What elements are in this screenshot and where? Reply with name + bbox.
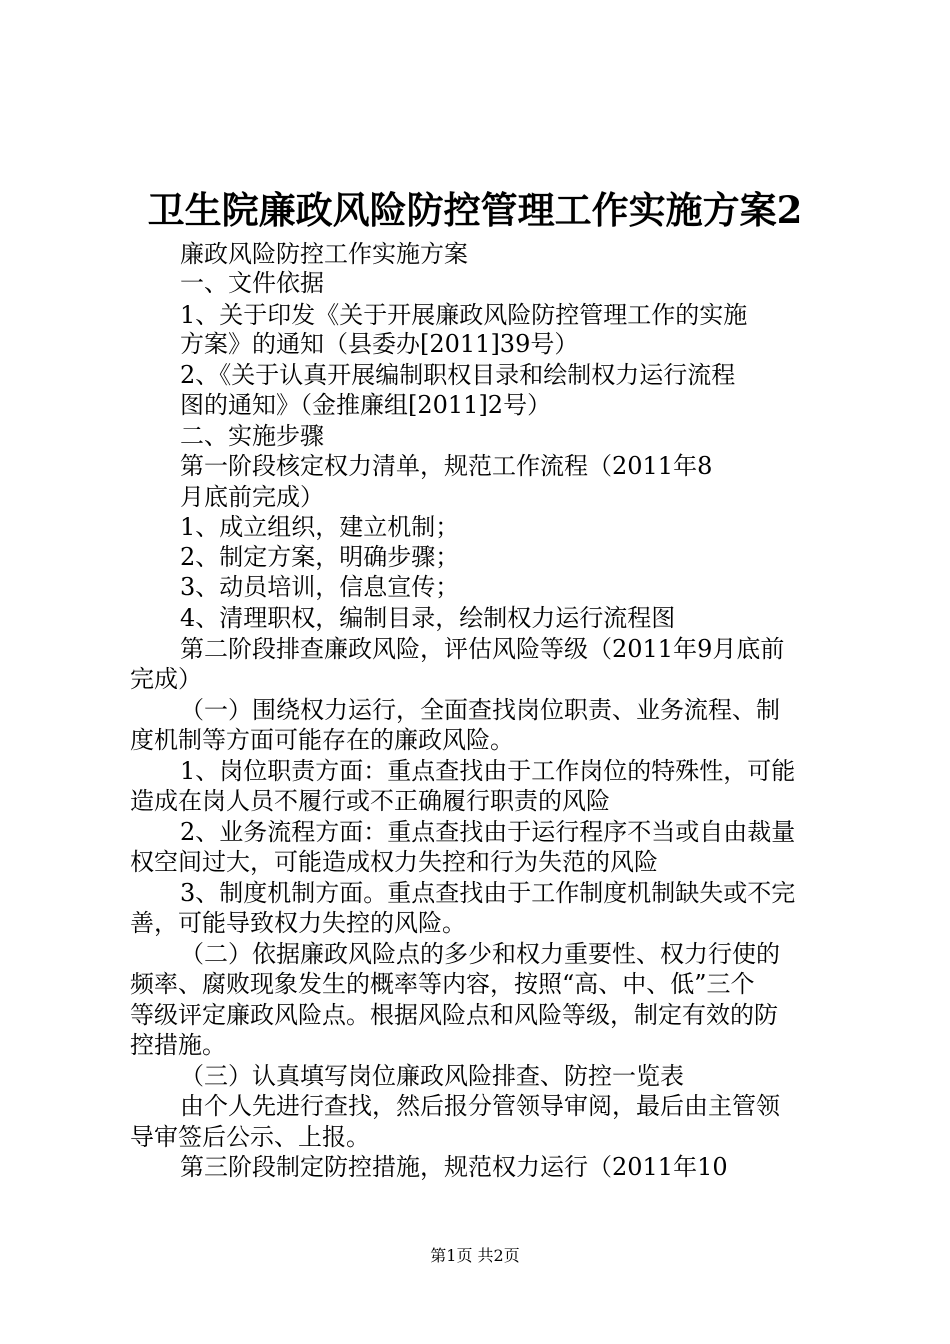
text-line: 3、动员培训，信息宣传； [180,573,460,601]
text-line: 二、实施步骤 [180,422,324,450]
text-line: 完成） [130,665,202,693]
text-line: 2、业务流程方面：重点查找由于运行程序不当或自由裁量 [180,818,796,846]
text-line: 1、成立组织，建立机制； [180,513,460,541]
text-line: 频率、腐败现象发生的概率等内容，按照“高、中、低”三个 [130,970,755,998]
text-line: 导审签后公示、上报。 [130,1123,370,1151]
text-line: 3、制度机制方面。重点查找由于工作制度机制缺失或不完 [180,879,796,907]
text-line: 善，可能导致权力失控的风险。 [130,909,466,937]
text-line: 2、制定方案，明确步骤； [180,543,460,571]
text-line: 月底前完成） [180,483,324,511]
text-line: 第二阶段排查廉政风险，评估风险等级（2011年9月底前 [180,635,785,663]
text-line: （一）围绕权力运行，全面查找岗位职责、业务流程、制 [180,696,780,724]
text-line: 图的通知》（金推廉组[2011]2号） [180,391,552,419]
text-line: 廉政风险防控工作实施方案 [180,240,468,268]
text-line: 度机制等方面可能存在的廉政风险。 [130,726,514,754]
text-line: （三）认真填写岗位廉政风险排查、防控一览表 [180,1062,684,1090]
text-line: 等级评定廉政风险点。根据风险点和风险等级，制定有效的防 [130,1001,778,1029]
text-line: 方案》的通知（县委办[2011]39号） [180,330,579,358]
page-footer: 第1页 共2页 [430,1246,520,1265]
text-line: 由个人先进行查找，然后报分管领导审阅，最后由主管领 [180,1092,780,1120]
text-line: 第一阶段核定权力清单，规范工作流程（2011年8 [180,452,713,480]
text-line: （二）依据廉政风险点的多少和权力重要性、权力行使的 [180,940,780,968]
text-line: 1、岗位职责方面：重点查找由于工作岗位的特殊性，可能 [180,757,796,785]
text-line: 2、《关于认真开展编制职权目录和绘制权力运行流程 [180,361,736,389]
text-line: 权空间过大，可能造成权力失控和行为失范的风险 [130,848,658,876]
document-title: 卫生院廉政风险防控管理工作实施方案2 [147,188,803,232]
text-line: 4、清理职权，编制目录，绘制权力运行流程图 [180,604,676,632]
text-line: 1、关于印发《关于开展廉政风险防控管理工作的实施 [180,301,748,329]
text-line: 控措施。 [130,1031,226,1059]
text-line: 造成在岗人员不履行或不正确履行职责的风险 [130,787,610,815]
text-line: 第三阶段制定防控措施，规范权力运行（2011年10 [180,1153,728,1181]
text-line: 一、文件依据 [180,269,324,297]
